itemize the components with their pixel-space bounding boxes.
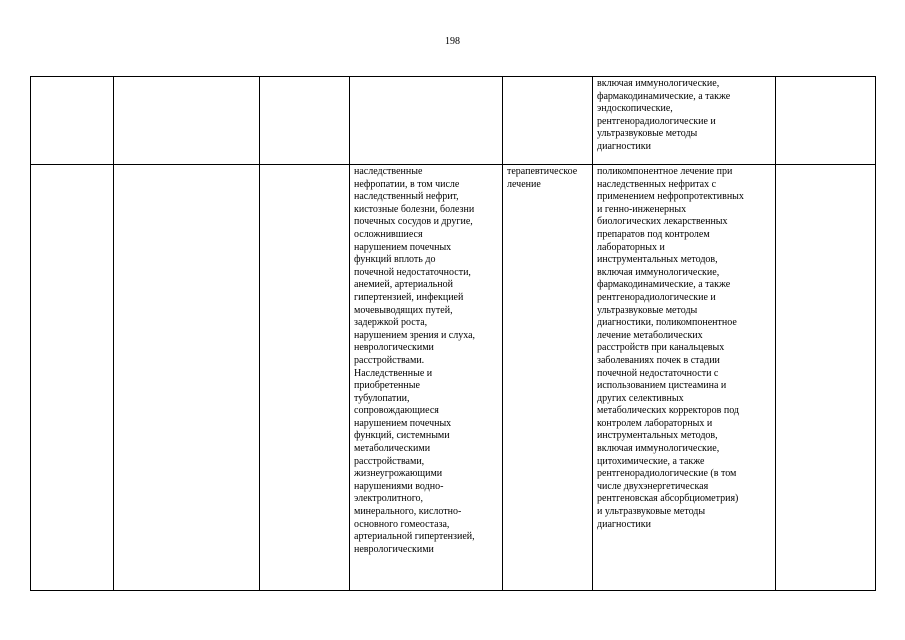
table-cell [503, 77, 593, 165]
table-cell [260, 165, 350, 591]
table-cell [776, 165, 876, 591]
table-cell [31, 165, 114, 591]
table-cell [31, 77, 114, 165]
table-row [31, 77, 876, 165]
table-cell [350, 77, 503, 165]
page-number: 198 [445, 36, 460, 47]
diagnosis-cell: наследственные нефропатии, в том числе наследственный нефрит, кистозные болезни, болезни почечных сосудов и другие, осложнившиеся нарушением почечных функций вплоть до почечной недостаточности, анемией, артериальной гипертензией, инфекцией мочевыводящих путей, задержкой роста, нарушением зрения и слуха, неврологическими расстройствами. Наследственные и приобретенные тубулопатии, сопровождающиеся нарушением почечных функций, системными метаболическими расстройствами, жизнеугрожающими нарушениями водно- электролитного, минерального, кислотно- основного гомеостаза, артериальной гипертензией, неврологическими [350, 165, 503, 591]
treatment-method-cell: поликомпонентное лечение при наследственных нефритах с применением нефропротективных и генно-инженерных биологических лекарственных препаратов под контролем лабораторных и инструментальных методов, включая иммунологические, фармакодинамические, а также рентгенорадиологические и ультразвуковые методы диагностики, поликомпонентное лечение метаболических расстройств при канальцевых заболеваниях почек в стадии почечной недостаточности с использованием цистеамина и других селективных метаболических корректоров под контролем лабораторных и инструментальных методов, включая иммунологические, цитохимические, а также рентгенорадиологические (в том числе двухэнергетическая рентгеновская абсорбциометрия) и ультразвуковые методы диагностики [593, 165, 776, 591]
table-cell [776, 77, 876, 165]
table-cell [114, 77, 260, 165]
treatment-type-cell: терапевтическое лечение [503, 165, 593, 591]
table-row [31, 165, 876, 591]
table-cell [114, 165, 260, 591]
medical-care-table [30, 76, 876, 591]
table-cell [260, 77, 350, 165]
treatment-method-cell: включая иммунологические, фармакодинамические, а также эндоскопические, рентгенорадиологические и ультразвуковые методы диагностики [593, 77, 776, 165]
